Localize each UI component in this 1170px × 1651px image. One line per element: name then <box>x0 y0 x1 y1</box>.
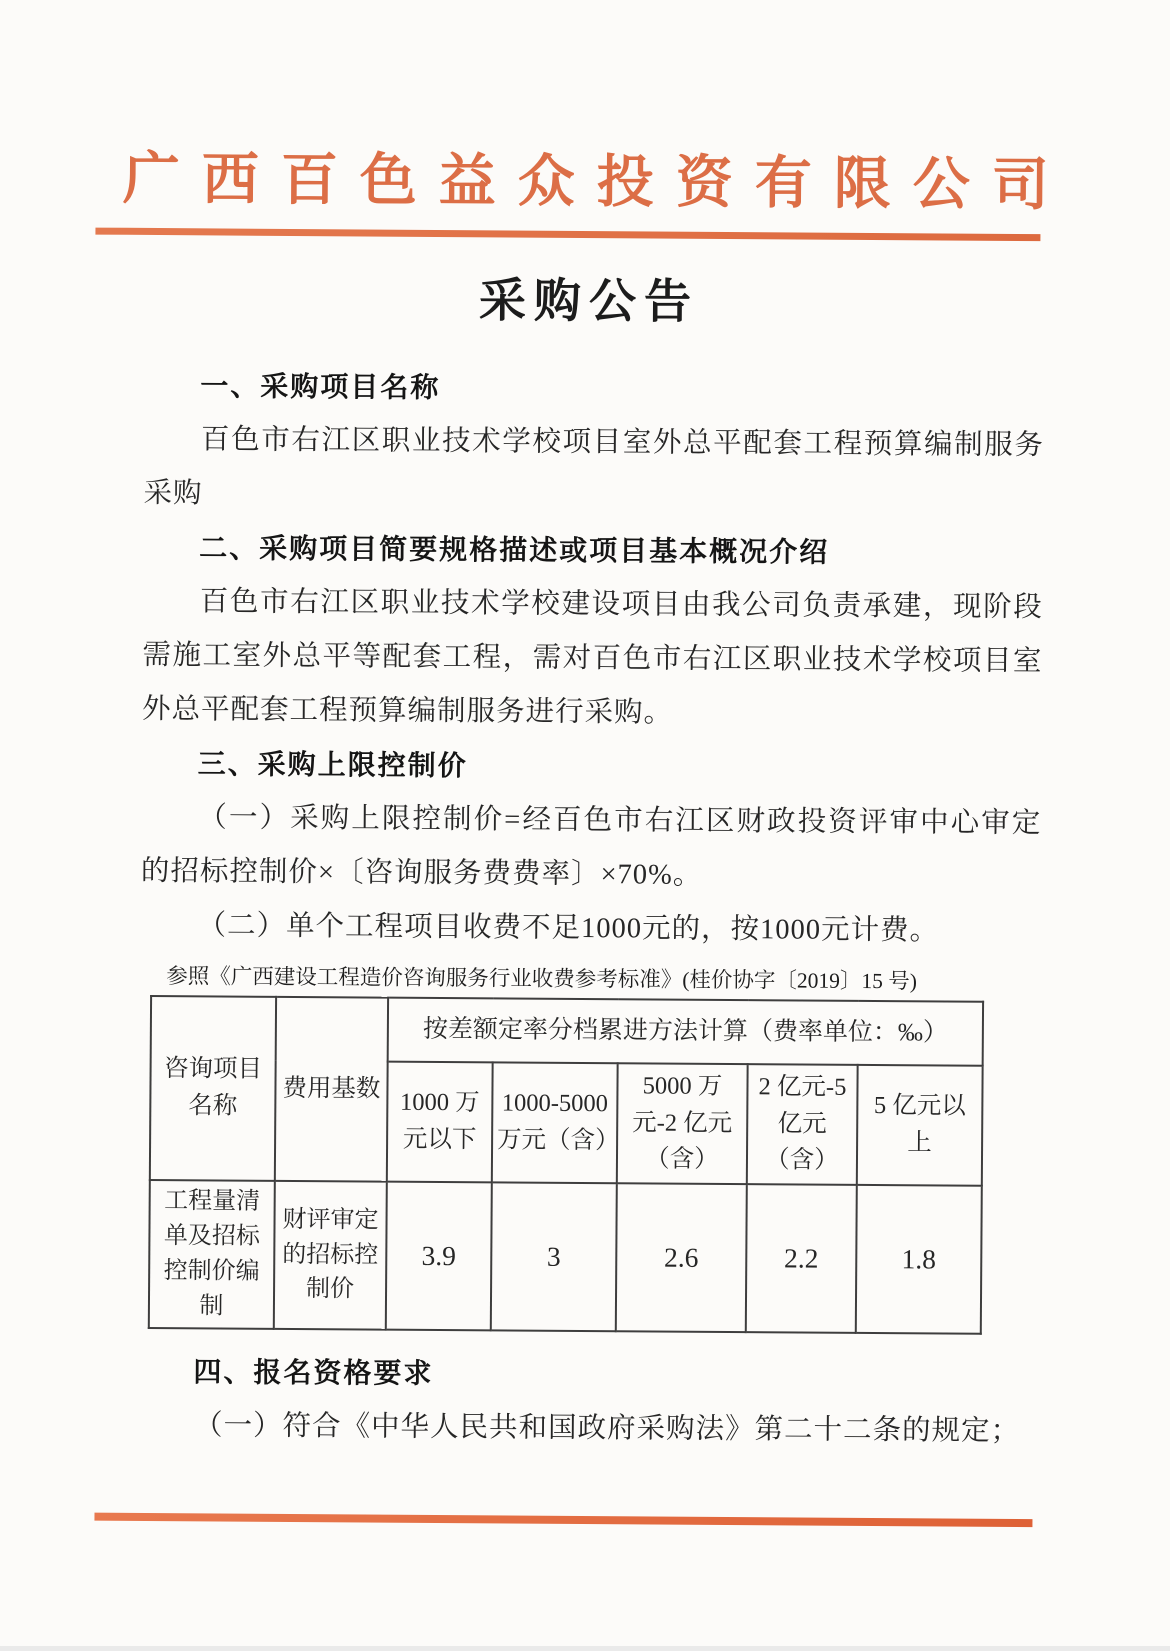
tier-header-50m-200m: 5000 万元-2 亿元（含） <box>617 1063 748 1184</box>
tier-header-under-10m: 1000 万元以下 <box>387 1062 493 1183</box>
section-3-paragraph-1: （一）采购上限控制价=经百色市右江区财政投资评审中心审定的招标控制价×〔咨询服务费费率〕×70%。 <box>140 802 1042 891</box>
scan-edge <box>0 1646 1170 1651</box>
section-4-paragraph: （一）符合《中华人民共和国政府采购法》第二十二条的规定； <box>194 1410 1021 1448</box>
document-body <box>137 359 1045 1459</box>
col-header-project-name: 咨询项目名称 <box>150 996 276 1181</box>
letterhead-rule <box>95 228 1040 242</box>
project-name-cell: 工程量清单及招标控制价编制 <box>149 1180 275 1329</box>
tier-header-10m-50m: 1000-5000 万元（含） <box>492 1062 618 1183</box>
section-3-heading: 三、采购上限控制价 <box>197 748 468 782</box>
section-1-paragraph: 百色市右江区职业技术学校项目室外总平配套工程预算编制服务采购 <box>143 424 1045 510</box>
table-header-row-1 <box>151 996 983 1066</box>
section-3-paragraph-2: （二）单个工程项目收费不足1000元的，按1000元计费。 <box>197 910 940 947</box>
fee-base-cell: 财评审定的招标控制价 <box>274 1181 387 1330</box>
tier-header-200m-500m: 2 亿元-5 亿元（含） <box>747 1064 858 1185</box>
tier-header-over-500m: 5 亿元以上 <box>857 1065 983 1186</box>
table-data-row <box>149 1180 982 1334</box>
rate-cell-2: 3 <box>491 1182 617 1331</box>
rate-cell-5: 1.8 <box>856 1185 982 1334</box>
section-1-heading: 一、采购项目名称 <box>200 370 441 403</box>
section-2-heading: 二、采购项目简要规格描述或项目基本概况介绍 <box>199 532 830 568</box>
section-4-heading: 四、报名资格要求 <box>193 1356 434 1389</box>
rate-cell-4: 2.2 <box>746 1184 857 1333</box>
company-letterhead: 广西百色益众投资有限公司 <box>122 147 1072 218</box>
fee-rate-table <box>148 995 984 1335</box>
page-title: 采购公告 <box>478 275 700 329</box>
fee-table-caption: 参照《广西建设工程造价咨询服务行业收费参考标准》(桂价协字〔2019〕15 号) <box>166 964 918 994</box>
rate-cell-1: 3.9 <box>386 1182 492 1331</box>
footer-rule <box>94 1513 1032 1528</box>
col-header-fee-base: 费用基数 <box>275 997 388 1182</box>
rate-cell-3: 2.6 <box>616 1183 747 1332</box>
col-header-method: 按差额定率分档累进方法计算（费率单位：‰） <box>388 998 983 1066</box>
section-2-paragraph: 百色市右江区职业技术学校建设项目由我公司负责承建，现阶段需施工室外总平等配套工程，需对百色市右江区职业技术学校项目室外总平配套工程预算编制服务进行采购。 <box>142 586 1043 729</box>
